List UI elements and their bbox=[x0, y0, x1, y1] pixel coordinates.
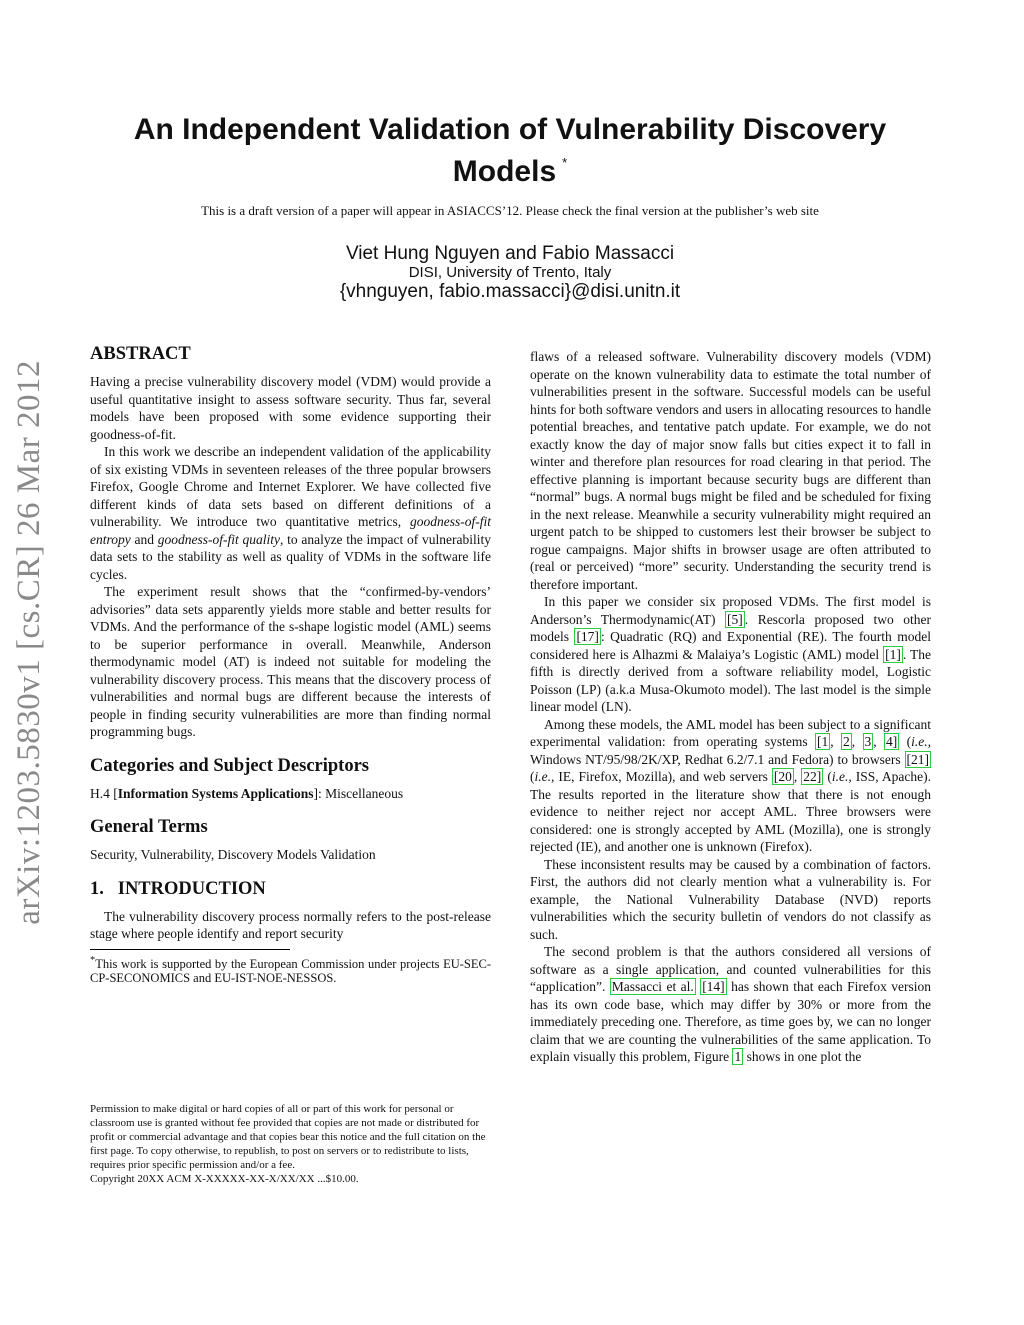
copyright-line: Copyright 20XX ACM X-XXXXX-XX-X/XX/XX ...$10.00. bbox=[90, 1173, 359, 1185]
footnote-text: This work is supported by the European Commission under projects EU-SEC-CP-SECONOMICS and EU-IST-NOE-NESSOS. bbox=[90, 956, 491, 985]
abstract-heading: ABSTRACT bbox=[90, 344, 191, 364]
citation-link[interactable]: [1] bbox=[885, 646, 901, 662]
abstract-paragraph-1: Having a precise vulnerability discovery model (VDM) would provide a useful quantitative insight to assess software security. Thus far, several models have been proposed with some evidence supporting their goodness-of-fit. bbox=[90, 374, 491, 442]
author-names: Viet Hung Nguyen and Fabio Massacci bbox=[345, 243, 675, 264]
citation-link[interactable]: [5] bbox=[727, 611, 743, 627]
citation-link[interactable]: [14] bbox=[702, 979, 725, 994]
abstract-paragraph-2: In this work we describe an independent validation of the applicability of six existing VDMs in seventeen releases of the three popular browsers Firefox, Google Chrome and Internet Explorer. We have collected five different kinds of data sets based on different definitions of a vulnerability. We introduce two quantitative metrics, goodness-of-fit entropy and goodness-of-fit quality, to analyze the impact of vulnerability data sets to the stability as well as quality of VDMs in the software life cycles. bbox=[90, 444, 491, 582]
right-paragraph-4: These inconsistent results may be caused by a combination of factors. First, the authors did not clearly mention what a vulnerability is. For example, the National Vulnerability Database (NVD) reports vulnerabilities which the security bulletin of vendors do not classify as such. bbox=[530, 856, 931, 942]
categories-text: H.4 [Information Systems Applications]: Miscellaneous bbox=[90, 785, 404, 801]
paper-title bbox=[110, 113, 910, 188]
footnote bbox=[90, 954, 491, 985]
author-block bbox=[110, 243, 910, 303]
citation-link[interactable]: [21] bbox=[906, 751, 929, 767]
author-email: {vhnguyen, fabio.massacci}@disi.unitn.it bbox=[339, 281, 681, 302]
permission-block bbox=[90, 1102, 491, 1186]
citation-link[interactable]: Massacci et al. bbox=[611, 979, 694, 994]
right-paragraph-2: In this paper we consider six proposed VDMs. The first model is Anderson’s Thermodynamic(AT) [5] . Rescorla proposed two other models [17] : Quadratic (RQ) and Exponential (RE). The fourth model considered here is Alhazmi & Malaiya’s Logistic (AML) model [1] . The fifth is directly derived from a software reliability model, Logistic Poisson (LP) (a.k.a Musa-Okumoto model). The last model is the simple linear model (LN). bbox=[530, 594, 931, 714]
draft-note: This is a draft version of a paper will appear in ASIACCS’12. Please check the final version at the publisher’s web site bbox=[201, 203, 819, 218]
citation-link[interactable]: [20 bbox=[773, 769, 792, 784]
categories-heading: Categories and Subject Descriptors bbox=[90, 755, 369, 776]
right-paragraph-3: Among these models, the AML model has been subject to a significant experimental validation: from operating systems [1 , 2 , 3 , 4] (i.e., Windows NT/95/98/2K/XP, Redhat 6.2/7.1 and Fedora) to browsers [21] (i.e., IE, Firefox, Mozilla), and web servers [20 , 22] (i.e., ISS, Apache). The results reported in the literature show that there is not enough evidence to neither reject nor accept AML. Three browsers were considered: one is strongly accepted by AML (Mozilla), one is strongly rejected (IE), and another one is unknown (Firefox). bbox=[530, 716, 932, 854]
citation-link[interactable]: [1 bbox=[817, 734, 829, 749]
title-line-2: Models bbox=[452, 155, 557, 188]
title-line-1: An Independent Validation of Vulnerability Discovery bbox=[133, 113, 887, 146]
arxiv-stamp-text: arXiv:1203.5830v1 [cs.CR] 26 Mar 2012 bbox=[10, 360, 47, 925]
right-column bbox=[530, 348, 931, 1066]
right-paragraph-1: flaws of a released software. Vulnerability discovery models (VDM) operate on the known vulnerability data to estimate the total number of vulnerabilities present in the software. Successful models can be useful hints for both software vendors and users in allocating resources to handle potential breaches, and tentative patch update. For example, we do not exactly know the day of major snow falls but cities expect it to fall in winter and therefore plan resources for road clearing in that period. The effective planning is important because security bugs are different than “normal” bugs. A normal bugs might be filed and be scheduled for fixing in the next release. Meanwhile a security vulnerability might required an urgent patch to be shipped to customers lest their browser be subject to rogue campaigns. Major shifts in browser usage are often attributed to (real or perceived) “more” security. Understanding the security trend is therefore important. bbox=[530, 349, 931, 592]
permission-text: Permission to make digital or hard copies of all or part of this work for personal or classroom use is granted without fee provided that copies are not made or distributed for profit or commercial advantage and that copies bear this notice and the full citation on the first page. To copy otherwise, to republish, to post on servers or to redistribute to lists, requires prior specific permission and/or a fee. bbox=[90, 1103, 486, 1171]
arxiv-stamp bbox=[8, 355, 50, 930]
author-affiliation: DISI, University of Trento, Italy bbox=[408, 264, 612, 281]
intro-paragraph-1: The vulnerability discovery process normally refers to the post-release stage where people identify and report security bbox=[90, 908, 491, 941]
citation-link[interactable]: 2 bbox=[843, 734, 850, 749]
footnote-mark: * bbox=[90, 954, 96, 966]
intro-heading: 1. INTRODUCTION bbox=[90, 878, 266, 899]
right-paragraph-5: The second problem is that the authors considered all versions of software as a single application, and counted vulnerabilities for this “application”. Massacci et al. [14] has shown that each Firefox version has its own code base, which may differ by 30% or more from the immediately preceding one. Therefore, as time goes by, we can no longer claim that we are counting the vulnerabilities of the same application. To explain visually this problem, Figure 1 shows in one plot the bbox=[530, 944, 932, 1064]
footnote-rule bbox=[90, 949, 290, 950]
general-terms-heading: General Terms bbox=[90, 817, 208, 837]
abstract-paragraph-3: The experiment result shows that the “confirmed-by-vendors’ advisories” data sets apparently yields more stable and better results for VDMs. And the performance of the s-shape logistic model (AML) seems to be superior performance in overall. Meanwhile, Anderson thermodynamic model (AT) is indeed not suitable for modeling the vulnerability discovery process. This means that the discovery process of vulnerabilities and normal bugs are different because the interests of people in finding security vulnerabilities are more than finding normal programming bugs. bbox=[90, 584, 491, 739]
citation-link[interactable]: 22] bbox=[803, 769, 822, 784]
title-footnote-mark[interactable]: * bbox=[562, 155, 568, 170]
left-column bbox=[90, 343, 491, 985]
citation-link[interactable]: 4] bbox=[886, 734, 898, 749]
figure-link[interactable]: 1 bbox=[734, 1049, 742, 1064]
general-terms-text: Security, Vulnerability, Discovery Models Validation bbox=[90, 847, 376, 862]
citation-link[interactable]: [17] bbox=[576, 629, 599, 644]
citation-link[interactable]: 3 bbox=[864, 734, 872, 749]
